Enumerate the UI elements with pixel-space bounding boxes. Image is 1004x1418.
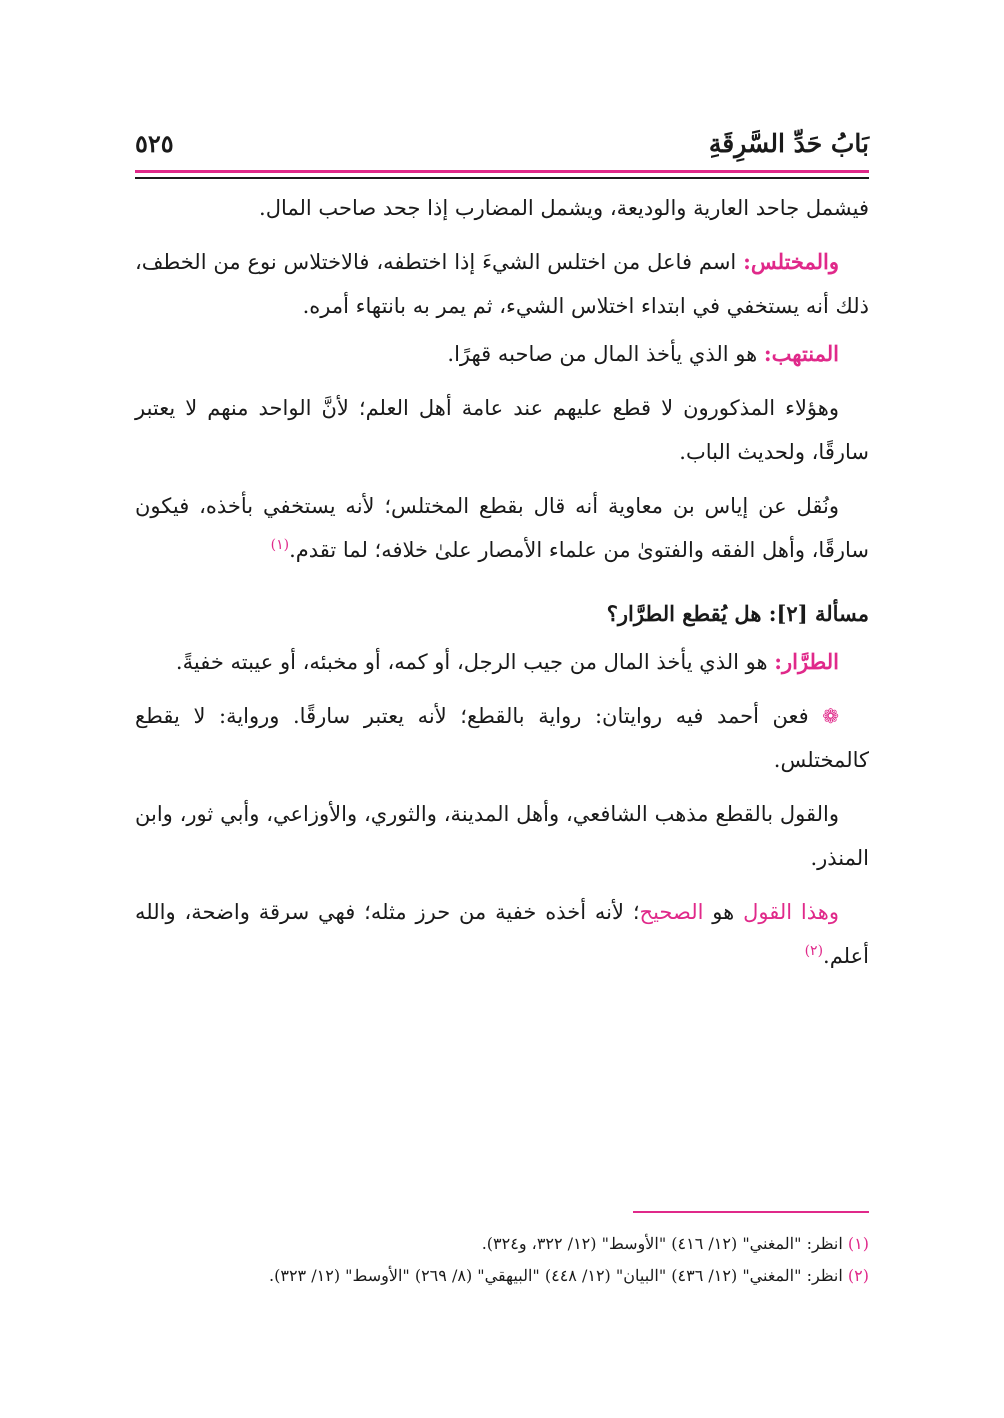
- page-body: [135, 186, 869, 982]
- paragraph-tarrar: [135, 640, 869, 684]
- mukhtalis-definition: اسم فاعل من اختلس الشيءَ إذا اختطفه، فالاختلاس نوع من الخطف، ذلك أنه يستخفي في ابتداء اختلاس الشيء، ثم يمر به بانتهاء أمره.: [135, 250, 869, 318]
- page-header: [135, 118, 869, 168]
- conclusion-connector: هو: [703, 900, 744, 924]
- paragraph-conclusion: [135, 890, 869, 978]
- paragraph-1-text: فيشمل جاحد العارية والوديعة، ويشمل المضارب إذا جحد صاحب المال.: [259, 196, 869, 220]
- header-rule-dark: [135, 177, 869, 179]
- conclusion-sahih: الصحيح: [639, 900, 704, 924]
- paragraph-no-cutting: [135, 386, 869, 474]
- conclusion-phrase: وهذا القول: [743, 900, 839, 924]
- term-mukhtalis: والمختلس:: [743, 249, 839, 274]
- term-muntahib: المنتهب:: [763, 341, 839, 366]
- paragraph-no-cutting-text: وهؤلاء المذكورون لا قطع عليهم عند عامة أهل العلم؛ لأنَّ الواحد منهم لا يعتبر سارقًا، ولحديث الباب.: [135, 396, 869, 464]
- footnotes: [135, 1228, 869, 1292]
- muntahib-definition: هو الذي يأخذ المال من صاحبه قهرًا.: [447, 342, 764, 366]
- paragraph-ahmad: [135, 694, 869, 782]
- footnote-2: [135, 1260, 869, 1292]
- footnote-1-number: (١): [847, 1234, 869, 1253]
- masala-label: مسألة [٢]:: [768, 601, 869, 626]
- footnote-ref-2[interactable]: (٢): [804, 943, 824, 959]
- paragraph-muntahib: [135, 332, 869, 376]
- masala-heading: [135, 592, 869, 636]
- footnote-1: [135, 1228, 869, 1260]
- paragraph-ahmad-text: فعن أحمد فيه روايتان: رواية بالقطع؛ لأنه يعتبر سارقًا. ورواية: لا يقطع كالمختلس.: [135, 704, 869, 772]
- conclusion-text: ؛ لأنه أخذه خفية من حرز مثله؛ فهي سرقة واضحة، والله أعلم.: [135, 900, 869, 968]
- header-rule-accent: [135, 170, 869, 173]
- paragraph-iyas-text: ونُقل عن إياس بن معاوية أنه قال بقطع المختلس؛ لأنه يستخفي بأخذه، فيكون سارقًا، وأهل الفقه والفتوىٰ من علماء الأمصار علىٰ خلافه؛ لما تقدم.: [135, 494, 869, 562]
- footnote-2-text: انظر: "المغني" (١٢/ ٤٣٦) "البيان" (١٢/ ٤٤٨) "البيهقي" (٨/ ٢٦٩) "الأوسط" (١٢/ ٣٢٣).: [269, 1266, 843, 1285]
- paragraph-iyas: [135, 484, 869, 572]
- paragraph-mukhtalis: [135, 240, 869, 328]
- paragraph-shafii-text: والقول بالقطع مذهب الشافعي، وأهل المدينة، والثوري، والأوزاعي، وأبي ثور، وابن المنذر.: [135, 802, 869, 870]
- masala-title: هل يُقطع الطرَّار؟: [606, 601, 769, 626]
- paragraph-shafii: [135, 792, 869, 880]
- tarrar-definition: هو الذي يأخذ المال من جيب الرجل، أو كمه، أو مخبئه، أو عيبته خفيةً.: [175, 650, 775, 674]
- term-tarrar: الطرَّار:: [774, 649, 839, 674]
- page-number: ٥٢٥: [135, 128, 174, 158]
- footnote-2-number: (٢): [847, 1266, 869, 1285]
- flower-icon: ❁: [822, 704, 839, 728]
- footnote-ref-1[interactable]: (١): [270, 537, 290, 553]
- chapter-title: بَابُ حَدِّ السَّرِقَةِ: [708, 128, 869, 158]
- footnote-1-text: انظر: "المغني" (١٢/ ٤١٦) "الأوسط" (١٢/ ٣٢٢، و٣٢٤).: [481, 1234, 843, 1253]
- paragraph-1: [135, 186, 869, 230]
- footnote-separator: [633, 1211, 869, 1213]
